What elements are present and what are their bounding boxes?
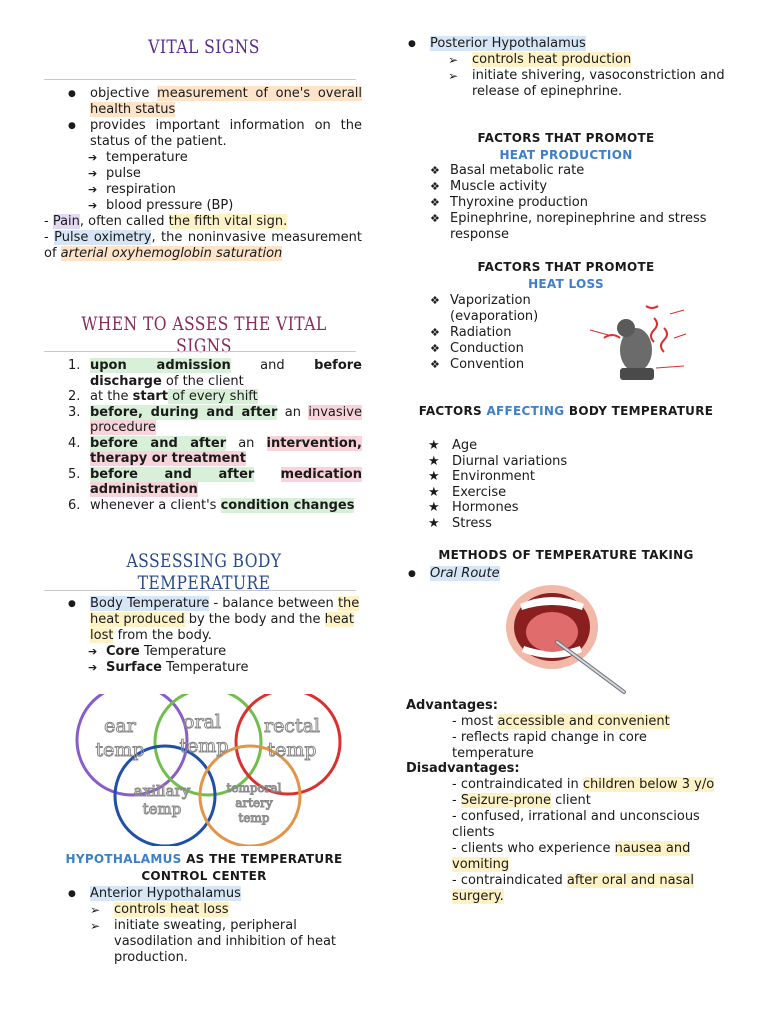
heat-production-heading: FACTORS THAT PROMOTE HEAT PRODUCTION <box>477 131 655 162</box>
list-item: ★ Diurnal variations <box>428 454 728 470</box>
affecting-heading: FACTORS AFFECTING BODY TEMPERATURE <box>418 404 714 418</box>
list-item: 5. before and after medication administration <box>68 466 362 497</box>
disadvantage-item: - clients who experience nausea and vomiting <box>452 841 691 872</box>
heat-loss-heading: FACTORS THAT PROMOTE HEAT LOSS <box>477 260 655 291</box>
posterior-hypothalamus-section <box>406 36 726 100</box>
list-item: ❖ Vaporization (evaporation) <box>428 293 578 325</box>
vital-signs-title: VITAL SIGNS <box>148 36 260 58</box>
list-item: ● Anterior Hypothalamus <box>44 886 362 902</box>
oral-thermometer-illustration <box>502 582 632 697</box>
temp-sites-venn-diagram <box>70 694 370 846</box>
list-item: ❖ Convention <box>428 357 578 373</box>
list-item: 3. before, during and after an invasive procedure <box>68 404 362 435</box>
list-item: ● Posterior Hypothalamus <box>384 36 726 52</box>
oral-temp-label-2: temp <box>179 735 229 757</box>
temp-type-item: ➔ Core Temperature <box>88 644 362 660</box>
affecting-list <box>428 438 728 531</box>
vital-item: ➔ respiration <box>88 182 362 198</box>
pain-note: - Pain, often called the fifth vital sign. <box>44 214 288 229</box>
methods-heading: METHODS OF TEMPERATURE TAKING <box>438 548 694 562</box>
ear-temp-label-2: temp <box>95 739 145 761</box>
vital-item: ➔ pulse <box>88 166 362 182</box>
list-item: ★ Hormones <box>428 500 728 516</box>
axillary-temp-label-1: axillary <box>133 782 191 800</box>
list-item: 6. whenever a client's condition changes <box>68 497 355 513</box>
temporal-temp-label-3: temp <box>238 811 270 825</box>
disadvantage-item: - confused, irrational and unconscious clients <box>452 809 700 840</box>
when-list <box>44 358 362 513</box>
advantages-label: Advantages: <box>406 698 498 713</box>
list-item: 2. at the start of every shift <box>68 389 258 404</box>
heat-production-list <box>428 163 728 243</box>
rectal-temp-label-1: rectal <box>263 715 321 737</box>
list-item: ➢ controls heat production <box>448 52 726 68</box>
list-item: ● provides important information on the status of the patient. <box>44 118 362 150</box>
heat-loss-list <box>428 293 578 373</box>
ear-temp-label-1: ear <box>104 715 136 737</box>
anterior-hypothalamus-section <box>44 886 362 966</box>
section-divider <box>44 79 356 80</box>
list-item: ● Oral Route <box>384 566 704 582</box>
advantages-section <box>406 698 726 762</box>
list-item: ★ Exercise <box>428 485 728 501</box>
when-title: WHEN TO ASSES THE VITAL SIGNS <box>81 313 327 357</box>
body-temp-section <box>44 596 362 676</box>
vital-item: ➔ blood pressure (BP) <box>88 198 362 214</box>
list-item: ❖ Radiation <box>428 325 578 341</box>
temp-type-item: ➔ Surface Temperature <box>88 660 362 676</box>
list-item: 1. upon admission and before discharge of the client <box>68 358 362 389</box>
temporal-temp-label-2: artery <box>235 796 273 810</box>
axillary-temp-label-2: temp <box>142 800 182 818</box>
list-item: ➢ initiate sweating, peripheral vasodilation and inhibition of heat production. <box>90 918 362 966</box>
heat-loss-illustration <box>574 298 714 388</box>
rectal-temp-label-2: temp <box>267 739 317 761</box>
list-item: ➢ controls heat loss <box>90 902 362 918</box>
list-item: ❖ Conduction <box>428 341 578 357</box>
section-divider <box>44 590 356 591</box>
disadvantage-item: - contraindicated after oral and nasal surgery. <box>452 873 694 904</box>
disadvantage-item: - contraindicated in children below 3 y/o <box>452 777 715 792</box>
hypothalamus-heading: HYPOTHALAMUS AS THE TEMPERATURE CONTROL CENTER <box>65 852 343 883</box>
list-item: ❖ Epinephrine, norepinephrine and stress response <box>428 211 728 243</box>
list-item: 4. before and after an intervention, therapy or treatment <box>68 435 362 466</box>
list-item: ★ Age <box>428 438 728 454</box>
section-divider <box>44 351 356 352</box>
pulse-ox-note: - Pulse oximetry, the noninvasive measurement of arterial oxyhemoglobin saturation <box>44 230 362 261</box>
methods-list <box>384 566 704 582</box>
oral-temp-label-1: oral <box>183 711 221 733</box>
advantage-item: - reflects rapid change in core temperature <box>452 730 647 761</box>
disadvantages-section <box>406 761 726 905</box>
list-item: ● objective measurement of one's overall health status <box>44 86 362 118</box>
advantage-item: - most accessible and convenient <box>452 714 670 729</box>
list-item: ➢ initiate shivering, vasoconstriction and release of epinephrine. <box>448 68 726 100</box>
disadvantage-item: - Seizure-prone client <box>452 793 591 808</box>
vital-item: ➔ temperature <box>88 150 362 166</box>
disadvantages-label: Disadvantages: <box>406 761 520 776</box>
temporal-temp-label-1: temporal <box>226 781 282 795</box>
assess-title: ASSESSING BODY TEMPERATURE <box>126 550 282 594</box>
list-item: ❖ Muscle activity <box>428 179 728 195</box>
vital-signs-section <box>44 86 362 262</box>
list-item: ❖ Basal metabolic rate <box>428 163 728 179</box>
list-item: ★ Environment <box>428 469 728 485</box>
list-item: ❖ Thyroxine production <box>428 195 728 211</box>
list-item: ● Body Temperature - balance between the heat produced by the body and the heat lost from the body. <box>44 596 362 644</box>
list-item: ★ Stress <box>428 516 728 532</box>
